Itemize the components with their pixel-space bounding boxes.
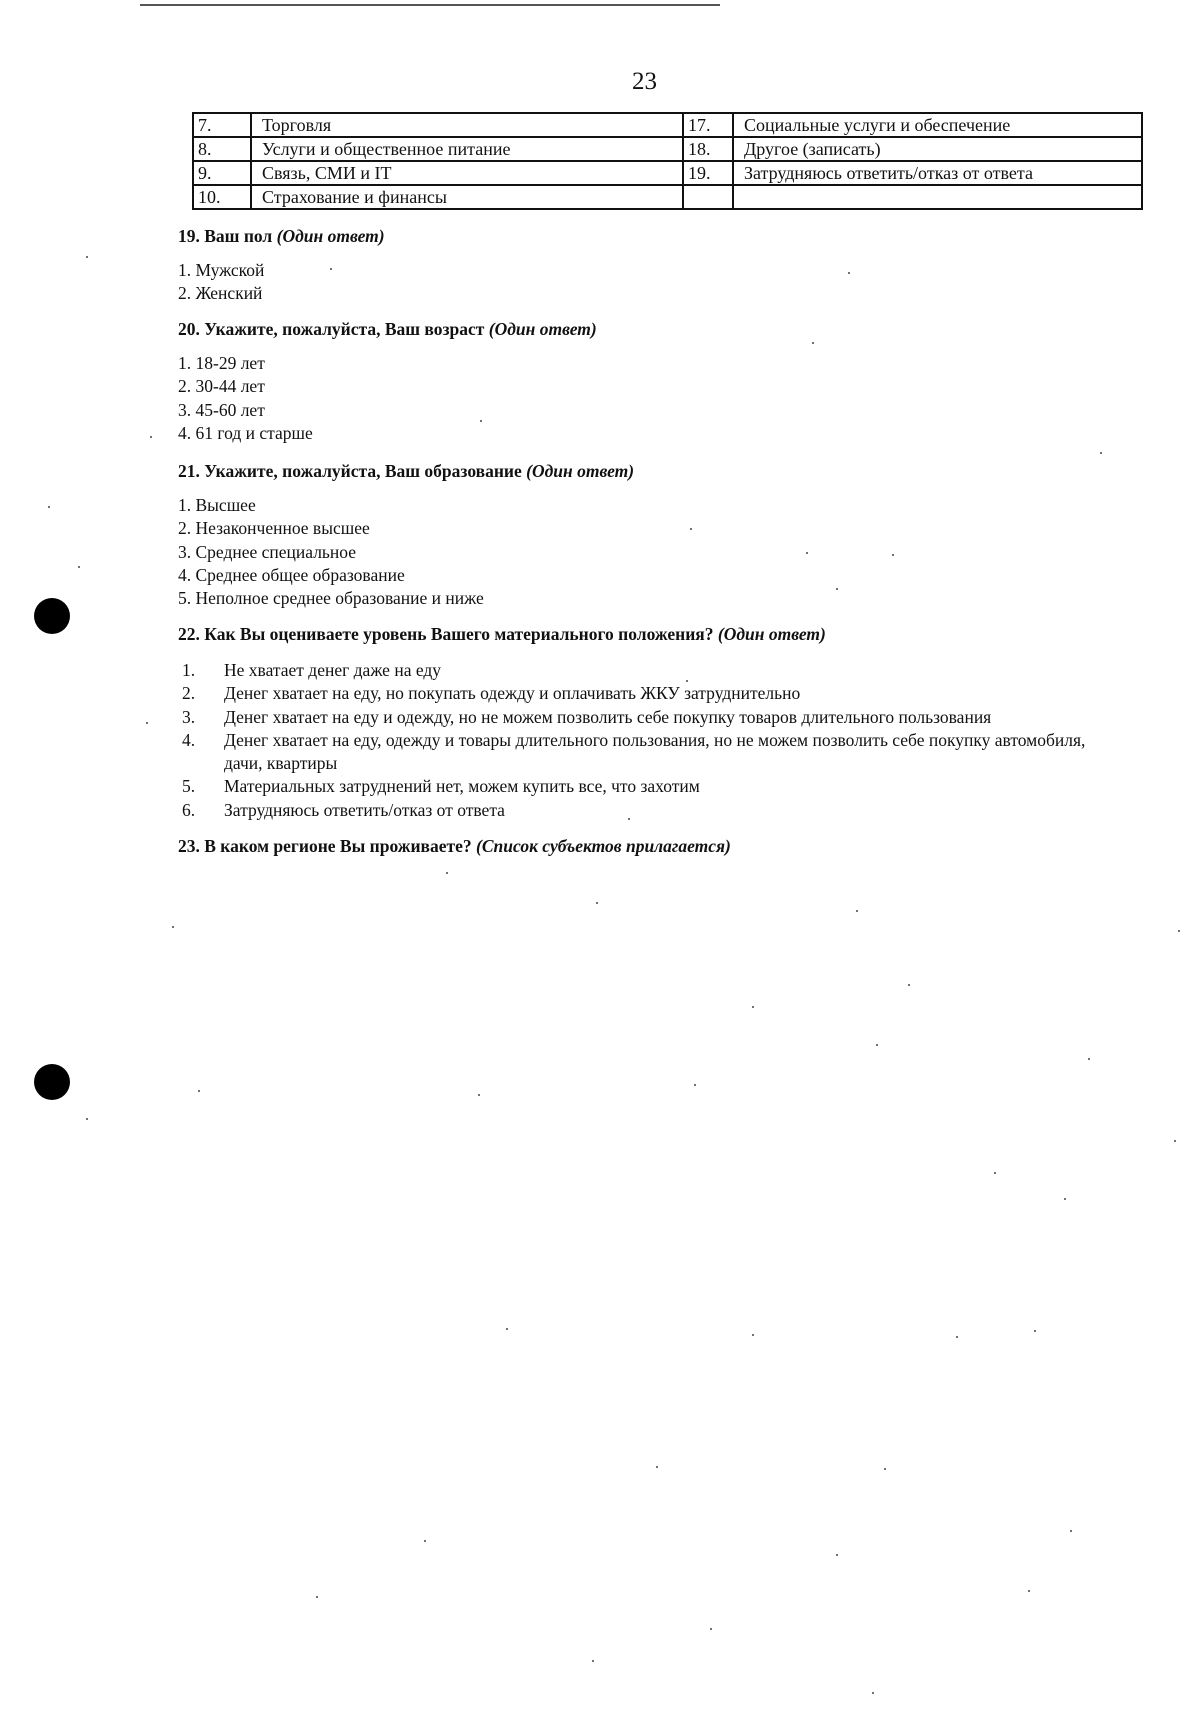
scan-speck — [848, 272, 850, 274]
table-cell-label: Услуги и общественное питание — [251, 137, 683, 161]
table-row — [193, 113, 1142, 137]
scan-speck — [1034, 1330, 1036, 1332]
scan-speck — [1178, 930, 1180, 932]
scan-speck — [86, 1118, 88, 1120]
question-hint: (Список субъектов прилагается) — [476, 836, 731, 856]
question-23-heading — [178, 836, 731, 857]
option-text: Материальных затруднений нет, можем купить все, что захотим — [224, 776, 700, 797]
scan-speck — [330, 268, 332, 270]
scan-speck — [86, 256, 88, 258]
table-row — [193, 137, 1142, 161]
scan-speck — [690, 528, 692, 530]
scan-speck — [836, 1554, 838, 1556]
table-row — [193, 161, 1142, 185]
question-title: 20. Укажите, пожалуйста, Ваш возраст — [178, 319, 489, 339]
answer-option — [178, 729, 1118, 776]
option-text: Денег хватает на еду, но покупать одежду и оплачивать ЖКУ затруднительно — [224, 683, 801, 704]
question-hint: (Один ответ) — [488, 319, 597, 339]
question-title: 22. Как Вы оцениваете уровень Вашего материального положения? — [178, 624, 718, 644]
scan-speck — [752, 1006, 754, 1008]
page-number: 23 — [632, 68, 657, 95]
table-cell-number: 18. — [683, 137, 733, 161]
answer-option — [178, 682, 1118, 705]
option-number: 5. — [182, 776, 196, 797]
scan-speck — [656, 1466, 658, 1468]
scan-speck — [1070, 1530, 1072, 1532]
question-title: 23. В каком регионе Вы проживаете? — [178, 836, 477, 856]
table-cell-label: Торговля — [251, 113, 683, 137]
question-hint: (Один ответ) — [276, 226, 385, 246]
answer-option: 5. Неполное среднее образование и ниже — [178, 588, 484, 609]
scan-speck — [686, 680, 688, 682]
scan-speck — [48, 506, 50, 508]
scan-speck — [480, 420, 482, 422]
answer-option — [178, 775, 1118, 798]
scan-speck — [172, 926, 174, 928]
table-row — [193, 185, 1142, 209]
table-cell-number: 19. — [683, 161, 733, 185]
table-cell-label: Связь, СМИ и IT — [251, 161, 683, 185]
scan-speck — [596, 902, 598, 904]
scan-speck — [836, 588, 838, 590]
answer-option: 1. 18-29 лет — [178, 353, 265, 373]
question-20-heading — [178, 319, 597, 340]
scan-speck — [956, 1336, 958, 1338]
scan-speck — [78, 566, 80, 568]
table-cell-number: 17. — [683, 113, 733, 137]
option-text: Затрудняюсь ответить/отказ от ответа — [224, 799, 505, 820]
question-20-options — [178, 352, 313, 445]
question-19-heading — [178, 226, 385, 247]
scan-speck — [198, 1090, 200, 1092]
answer-option — [178, 659, 1118, 682]
question-hint: (Один ответ) — [717, 624, 826, 644]
scan-speck — [1174, 1140, 1176, 1142]
question-21-options — [178, 494, 484, 610]
question-19-options — [178, 259, 264, 306]
scan-speck — [856, 910, 858, 912]
punch-hole-upper — [34, 598, 70, 634]
option-number: 2. — [182, 683, 196, 704]
scan-speck — [1028, 1590, 1030, 1592]
scan-speck — [1100, 452, 1102, 454]
question-21-heading — [178, 461, 634, 482]
option-number: 1. — [182, 660, 196, 680]
scan-speck — [892, 554, 894, 556]
answer-option: 1. Мужской — [178, 260, 265, 280]
answer-option: 4. Среднее общее образование — [178, 564, 405, 585]
table-cell-number — [683, 185, 733, 209]
answer-option: 2. 30-44 лет — [178, 376, 265, 397]
scan-speck — [316, 1596, 318, 1598]
scan-speck — [752, 1334, 754, 1336]
answer-option: 4. 61 год и старше — [178, 422, 313, 443]
scan-speck — [506, 1328, 508, 1330]
answer-option — [178, 706, 1118, 729]
answer-option: 2. Женский — [178, 283, 263, 304]
scan-speck — [628, 818, 630, 820]
option-number: 4. — [182, 729, 196, 750]
sector-table — [192, 112, 1143, 210]
scan-speck — [478, 1094, 480, 1096]
scan-speck — [446, 872, 448, 874]
scan-speck — [710, 1628, 712, 1630]
punch-hole-lower — [34, 1064, 70, 1100]
option-text: Не хватает денег даже на еду — [224, 660, 442, 680]
table-cell-label: Социальные услуги и обеспечение — [733, 113, 1142, 137]
question-title: 21. Укажите, пожалуйста, Ваш образование — [178, 461, 527, 481]
question-22-heading — [178, 624, 826, 645]
scan-speck — [908, 984, 910, 986]
scan-speck — [150, 436, 152, 438]
scan-speck — [694, 1084, 696, 1086]
scan-speck — [872, 1692, 874, 1694]
table-cell-label: Страхование и финансы — [251, 185, 683, 209]
scan-speck — [994, 1172, 996, 1174]
scan-speck — [592, 1660, 594, 1662]
table-cell-number: 9. — [193, 161, 251, 185]
scan-speck — [876, 1044, 878, 1046]
answer-option: 3. 45-60 лет — [178, 399, 265, 420]
option-text: Денег хватает на еду и одежду, но не можем позволить себе покупку товаров длительного пользования — [224, 706, 992, 727]
answer-option — [178, 799, 1118, 822]
option-number: 6. — [182, 799, 196, 820]
answer-option: 1. Высшее — [178, 495, 256, 515]
question-title: 19. Ваш пол — [178, 226, 277, 246]
answer-option: 2. Незаконченное высшее — [178, 518, 370, 539]
scan-speck — [806, 552, 808, 554]
table-cell-number: 10. — [193, 185, 251, 209]
question-22-options — [178, 659, 1118, 822]
scan-top-rule — [140, 4, 720, 6]
scan-speck — [424, 1540, 426, 1542]
option-text: Денег хватает на еду, одежду и товары длительного пользования, но не можем позволить себе покупку автомобиля, дачи, квартиры — [224, 729, 1086, 774]
table-cell-label — [733, 185, 1142, 209]
scan-speck — [1088, 1058, 1090, 1060]
table-cell-label: Затрудняюсь ответить/отказ от ответа — [733, 161, 1142, 185]
option-number: 3. — [182, 706, 196, 727]
scan-speck — [1064, 1198, 1066, 1200]
answer-option: 3. Среднее специальное — [178, 541, 356, 562]
table-cell-label: Другое (записать) — [733, 137, 1142, 161]
scan-speck — [812, 342, 814, 344]
question-hint: (Один ответ) — [526, 461, 635, 481]
scan-speck — [146, 722, 148, 724]
table-cell-number: 7. — [193, 113, 251, 137]
scan-speck — [884, 1468, 886, 1470]
table-cell-number: 8. — [193, 137, 251, 161]
